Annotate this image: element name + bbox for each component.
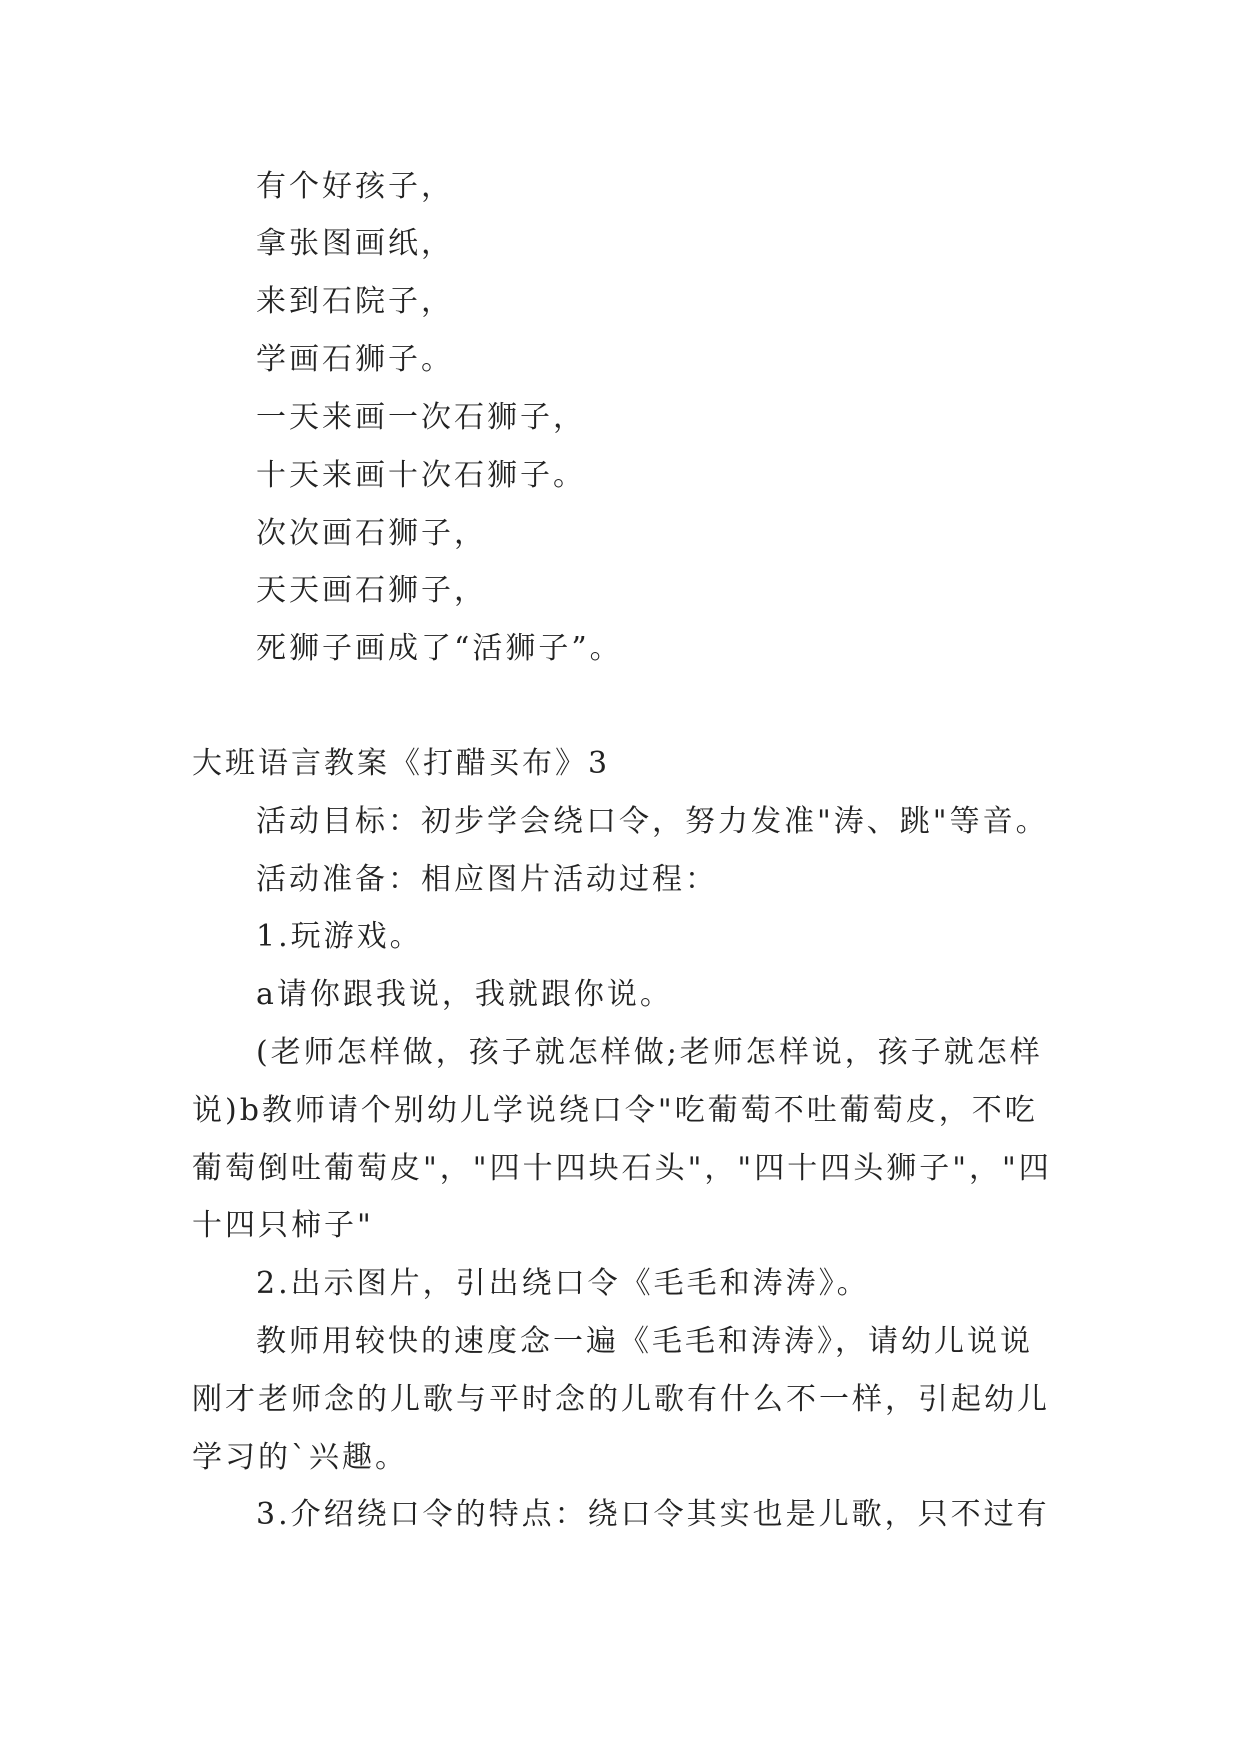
step-1: 1.玩游戏。 [256, 919, 423, 954]
paragraph-line: 教师用较快的速度念一遍《毛毛和涛涛》，请幼儿说说 [256, 1324, 1033, 1359]
activity-goal: 活动目标：初步学会绕口令，努力发准"涛、跳"等音。 [256, 804, 1049, 839]
poem-line: 次次画石狮子， [256, 516, 487, 551]
poem-line: 十天来画十次石狮子。 [256, 458, 586, 493]
paragraph-line: (老师怎样做，孩子就怎样做;老师怎样说，孩子就怎样 [256, 1035, 1043, 1070]
poem-line: 学画石狮子。 [256, 342, 454, 377]
step-3: 3.介绍绕口令的特点：绕口令其实也是儿歌，只不过有 [256, 1497, 1050, 1532]
paragraph-line: 学习的`兴趣。 [192, 1440, 408, 1475]
paragraph-line: 葡萄倒吐葡萄皮"，"四十四块石头"，"四十四头狮子"，"四 [192, 1151, 1052, 1186]
paragraph-line: 刚才老师念的儿歌与平时念的儿歌有什么不一样，引起幼儿 [192, 1382, 1050, 1417]
poem-line: 天天画石狮子， [256, 573, 487, 608]
poem-line: 拿张图画纸， [256, 226, 454, 261]
step-1a: a请你跟我说，我就跟你说。 [256, 977, 673, 1012]
section-title: 大班语言教案《打醋买布》3 [192, 746, 611, 781]
activity-prep: 活动准备：相应图片活动过程： [256, 862, 718, 897]
poem-line: 死狮子画成了“活狮子”。 [256, 631, 623, 666]
poem-line: 一天来画一次石狮子， [256, 400, 586, 435]
paragraph-line: 十四只柿子" [192, 1208, 374, 1243]
poem-line: 来到石院子， [256, 284, 454, 319]
step-2: 2.出示图片，引出绕口令《毛毛和涛涛》。 [256, 1266, 870, 1301]
poem-line: 有个好孩子， [256, 169, 454, 204]
paragraph-line: 说)b教师请个别幼儿学说绕口令"吃葡萄不吐葡萄皮，不吃 [192, 1093, 1038, 1128]
